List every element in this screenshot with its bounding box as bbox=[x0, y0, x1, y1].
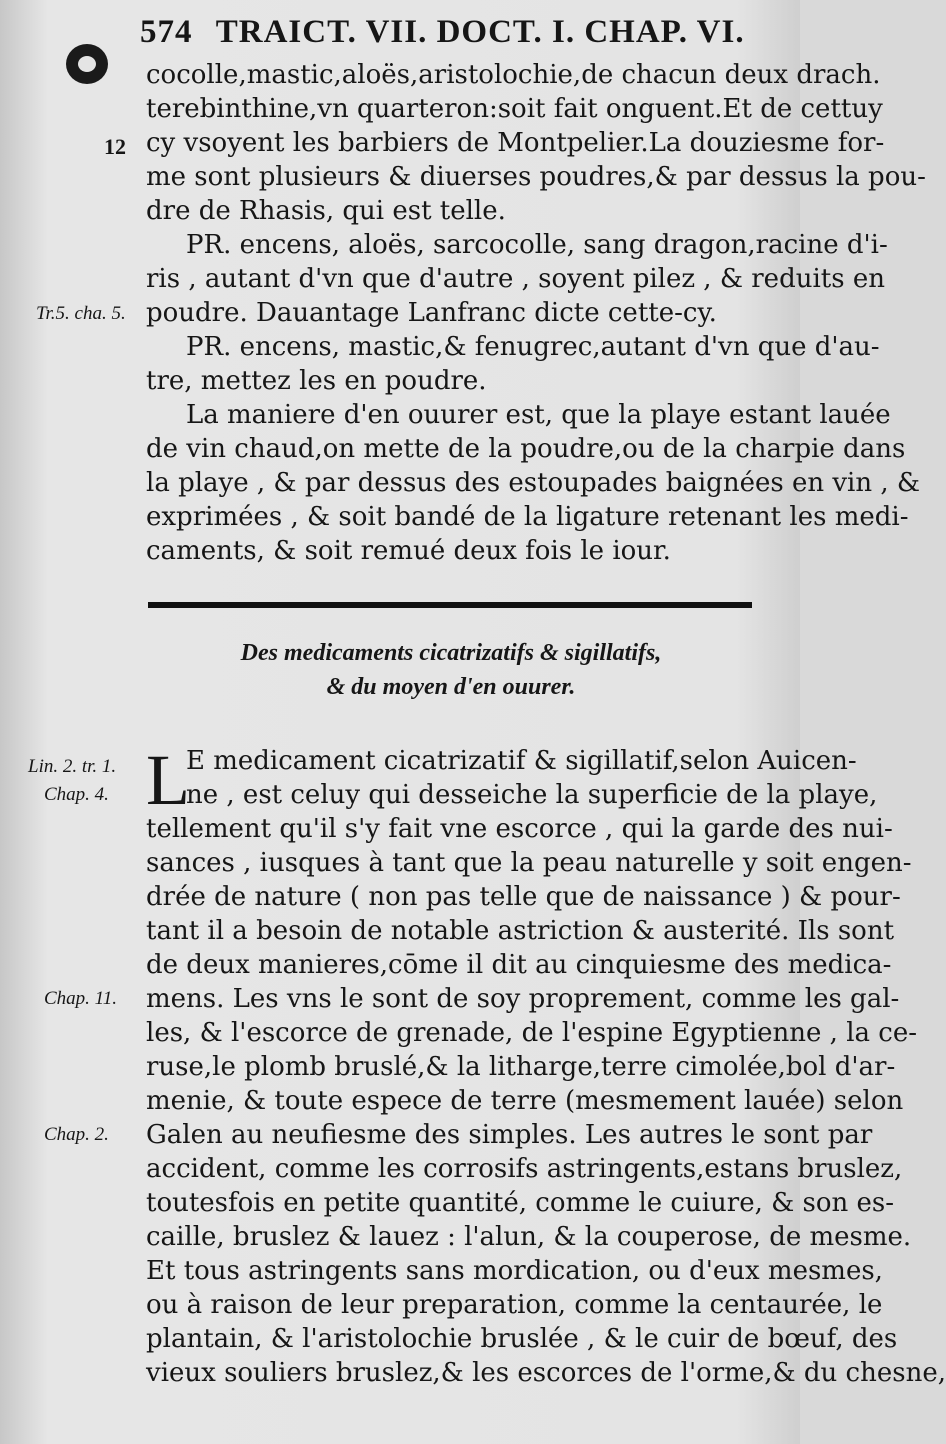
margin-note: Chap. 2. bbox=[44, 1124, 109, 1145]
text-line: ou à raison de leur preparation, comme la centaurée, le bbox=[146, 1290, 883, 1320]
text-line: cocolle,mastic,aloës,aristolochie,de chacun deux drach. bbox=[146, 60, 881, 90]
text-line: caments, & soit remué deux fois le iour. bbox=[146, 536, 671, 566]
text-line: sances , iusques à tant que la peau naturelle y soit engen- bbox=[146, 848, 912, 878]
text-line: de deux manieres,cōme il dit au cinquiesme des medica- bbox=[146, 950, 892, 980]
text-line: Et tous astringents sans mordication, ou d'eux mesmes, bbox=[146, 1256, 883, 1286]
text-line: drée de nature ( non pas telle que de naissance ) & pour- bbox=[146, 882, 901, 912]
text-line: tre, mettez les en poudre. bbox=[146, 366, 487, 396]
text-line: ris , autant d'vn que d'autre , soyent pilez , & reduits en bbox=[146, 264, 885, 294]
text-line: ruse,le plomb bruslé,& la litharge,terre cimolée,bol d'ar- bbox=[146, 1052, 896, 1082]
text-line: terebinthine,vn quarteron:soit fait onguent.Et de cettuy bbox=[146, 94, 883, 124]
margin-note: Chap. 11. bbox=[44, 988, 118, 1009]
text-line: plantain, & l'aristolochie bruslée , & le cuir de bœuf, des bbox=[146, 1324, 898, 1354]
ink-stain bbox=[66, 44, 108, 84]
text-line: accident, comme les corrosifs astringents,estans bruslez, bbox=[146, 1154, 903, 1184]
text-line: les, & l'escorce de grenade, de l'espine Egyptienne , la ce- bbox=[146, 1018, 918, 1048]
running-title: TRAICT. VII. DOCT. I. CHAP. VI. bbox=[215, 14, 745, 50]
text-line: PR. encens, mastic,& fenugrec,autant d'vn que d'au- bbox=[186, 332, 880, 362]
text-line: me sont plusieurs & diuerses poudres,& par dessus la pou- bbox=[146, 162, 926, 192]
text-line: menie, & toute espece de terre (mesmement lauée) selon bbox=[146, 1086, 904, 1116]
text-line: La maniere d'en ouurer est, que la playe estant lauée bbox=[186, 400, 891, 430]
text-line: PR. encens, aloës, sarcocolle, sang dragon,racine d'i- bbox=[186, 230, 888, 260]
text-line: de vin chaud,on mette de la poudre,ou de la charpie dans bbox=[146, 434, 906, 464]
text-line: tellement qu'il s'y fait vne escorce , qui la garde des nui- bbox=[146, 814, 893, 844]
section-title: Des medicaments cicatrizatifs & sigillatifs, bbox=[240, 640, 662, 666]
text-line: tant il a besoin de notable astriction & austerité. Ils sont bbox=[146, 916, 895, 946]
text-line: toutesfois en petite quantité, comme le cuiure, & son es- bbox=[146, 1188, 895, 1218]
drop-cap: L bbox=[146, 740, 190, 820]
text-line: poudre. Dauantage Lanfranc dicte cette-cy. bbox=[146, 298, 717, 328]
text-line: Galen au neufiesme des simples. Les autres le sont par bbox=[146, 1120, 873, 1150]
text-line: mens. Les vns le sont de soy proprement, comme les gal- bbox=[146, 984, 900, 1014]
margin-note: 12 bbox=[104, 134, 126, 159]
section-subtitle: & du moyen d'en ouurer. bbox=[326, 674, 576, 700]
margin-note: Chap. 4. bbox=[44, 784, 109, 805]
text-line: la playe , & par dessus des estoupades baignées en vin , & bbox=[146, 468, 921, 498]
text-line: cy vsoyent les barbiers de Montpelier.La douziesme for- bbox=[146, 128, 885, 158]
section-divider bbox=[148, 602, 752, 608]
text-line: vieux souliers bruslez,& les escorces de l'orme,& du chesne, bbox=[146, 1358, 946, 1388]
margin-note: Tr.5. cha. 5. bbox=[36, 303, 126, 324]
margin-note: Lin. 2. tr. 1. bbox=[28, 756, 117, 777]
text-line: ne , est celuy qui desseiche la superficie de la playe, bbox=[186, 780, 878, 810]
text-line: exprimées , & soit bandé de la ligature retenant les medi- bbox=[146, 502, 909, 532]
text-line: E medicament cicatrizatif & sigillatif,selon Auicen- bbox=[186, 746, 857, 776]
text-line: caille, bruslez & lauez : l'alun, & la couperose, de mesme. bbox=[146, 1222, 912, 1252]
running-header bbox=[140, 14, 760, 51]
text-line: dre de Rhasis, qui est telle. bbox=[146, 196, 506, 226]
page-number: 574 bbox=[140, 14, 193, 50]
